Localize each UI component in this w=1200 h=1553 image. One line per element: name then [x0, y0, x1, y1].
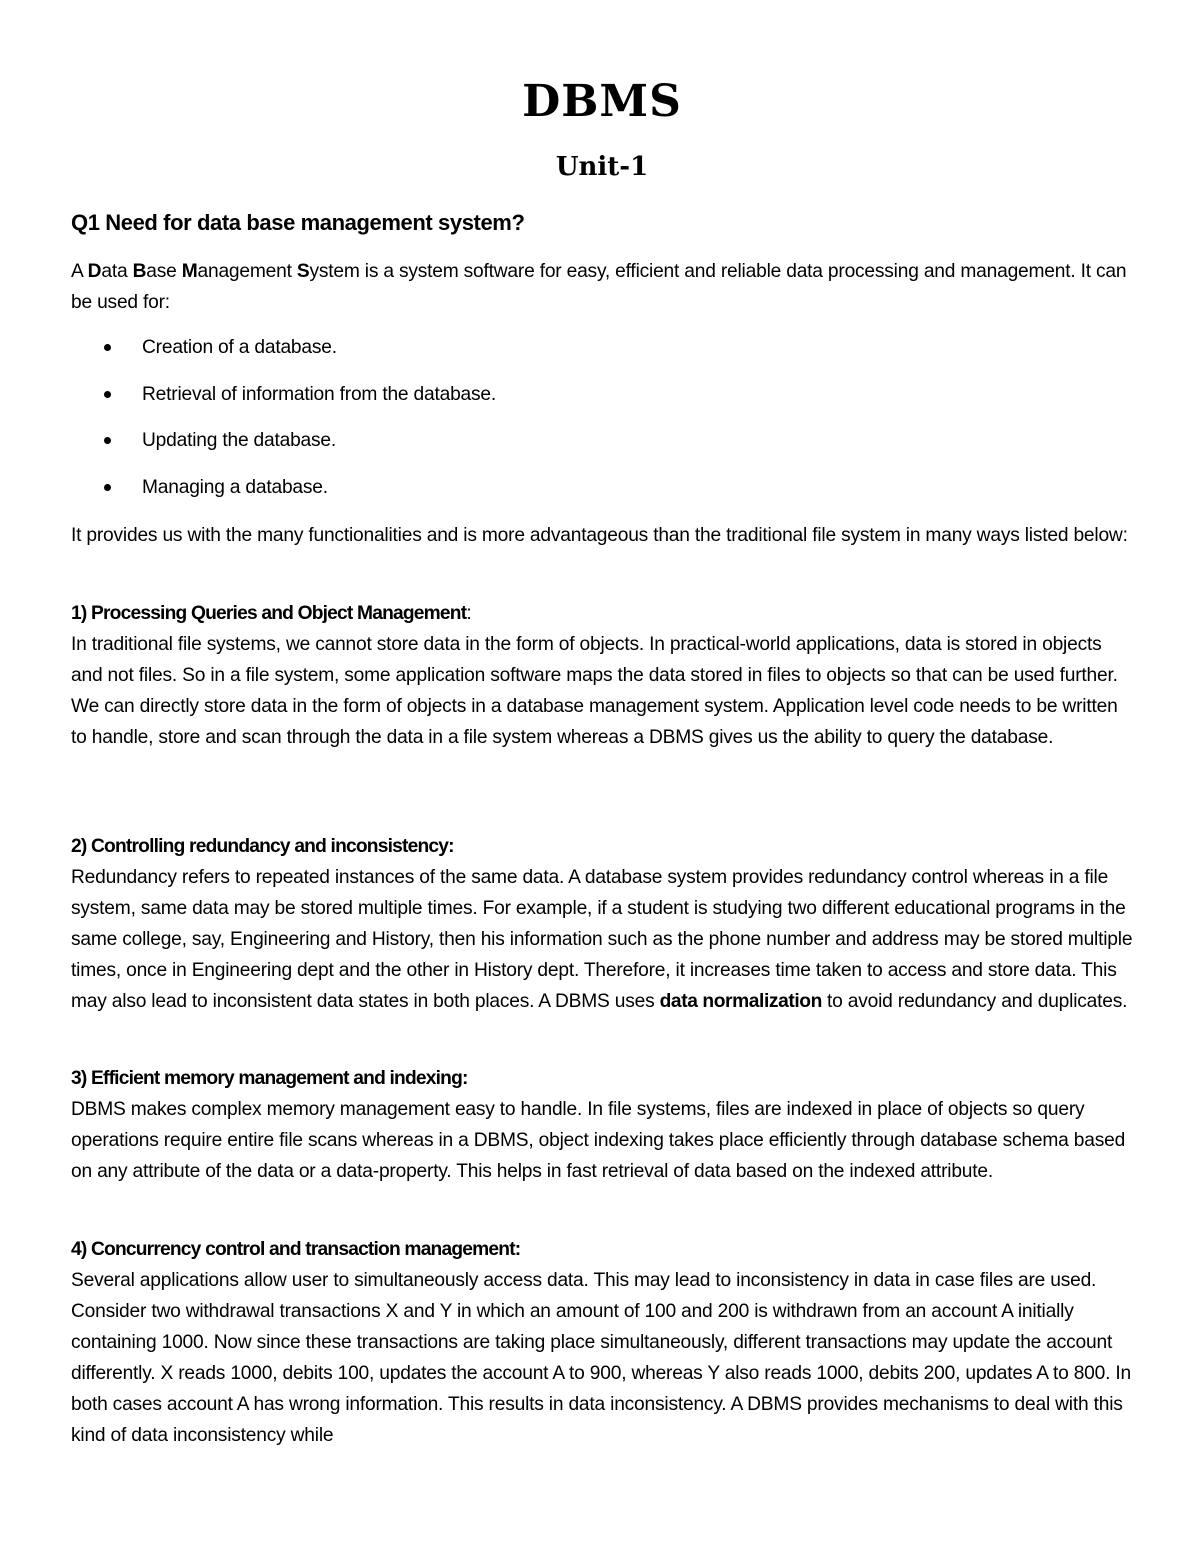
intro-text: A	[71, 261, 88, 282]
section-heading-suffix: :	[466, 603, 471, 624]
section-heading: 2) Controlling redundancy and inconsistency:	[71, 836, 454, 857]
list-item	[71, 332, 1133, 379]
advantages-intro: It provides us with the many functionalities and is more advantageous than the traditional file system in many ways listed below:	[71, 525, 1128, 546]
list-item	[71, 472, 1133, 519]
intro-text: anagement	[197, 261, 297, 282]
section-heading: 3) Efficient memory management and indexing:	[71, 1068, 468, 1089]
document-subtitle: Unit-1	[555, 152, 649, 182]
list-item	[71, 379, 1133, 426]
section-paragraph-text: to avoid redundancy and duplicates.	[821, 991, 1128, 1012]
uses-list	[71, 332, 1133, 518]
intro-text: ystem is a system software for easy, efficient and reliable data processing and management. It can be used for:	[71, 261, 1127, 313]
bullet-icon	[104, 344, 111, 351]
question-heading: Q1 Need for data base management system?	[71, 210, 525, 235]
document-title: DBMS	[522, 76, 682, 127]
section-paragraph-text: Redundancy refers to repeated instances of the same data. A database system provides redundancy control whereas in a file system, same data may be stored multiple times. For example, if a student is studying two different educational programs in the same college, say, Engineering and History, then his information such as the phone number and address may be stored multiple times, once in Engineering dept and the other in History dept. Therefore, it increases time taken to access and store data. This may also lead to inconsistent data states in both places. A DBMS uses	[71, 867, 1133, 1012]
section-paragraph: Several applications allow user to simultaneously access data. This may lead to inconsistency in data in case files are used. Consider two withdrawal transactions X and Y in which an amount of 100 and 200 is withdrawn from an account A initially containing 1000. Now since these transactions are taking place simultaneously, different transactions may update the account differently. X reads 1000, debits 100, updates the account A to 900, whereas Y also reads 1000, debits 200, updates A to 800. In both cases account A has wrong information. This results in data inconsistency. A DBMS provides mechanisms to deal with this kind of data inconsistency while	[71, 1270, 1131, 1446]
bold-term: data normalization	[659, 991, 822, 1012]
intro-text: M	[181, 261, 198, 282]
list-item-text: Retrieval of information from the database.	[142, 383, 497, 405]
section-redundancy	[71, 831, 1133, 1017]
section-heading: 4) Concurrency control and transaction management:	[71, 1239, 521, 1260]
section-paragraph: DBMS makes complex memory management easy to handle. In file systems, files are indexed in place of objects so query operations require entire file scans whereas in a DBMS, object indexing takes place efficiently through database schema based on any attribute of the data or a data-property. This helps in fast retrieval of data based on the indexed attribute.	[71, 1099, 1126, 1182]
section-heading-text: 1) Processing Queries and Object Management	[71, 603, 467, 624]
section-processing-queries	[71, 598, 1133, 753]
section-memory-management	[71, 1063, 1133, 1187]
list-item-text: Updating the database.	[142, 430, 337, 451]
intro-text: D	[87, 261, 102, 282]
bullet-icon	[104, 437, 111, 444]
bullet-icon	[104, 484, 111, 491]
section-paragraph: We can directly store data in the form of objects in a database management system. Application level code needs to be written to handle, store and scan through the data in a file system whereas a DBMS gives us the ability to query the database.	[71, 696, 1118, 748]
bullet-icon	[104, 391, 111, 398]
list-item-text: Creation of a database.	[142, 337, 337, 358]
section-paragraph	[71, 862, 1133, 1017]
intro-text: S	[296, 261, 310, 282]
list-item-text: Managing a database.	[142, 476, 328, 498]
list-item	[71, 425, 1133, 472]
intro-paragraph	[71, 256, 1133, 318]
intro-text: ase	[146, 261, 182, 282]
section-heading	[71, 598, 1133, 629]
section-paragraph: In traditional file systems, we cannot store data in the form of objects. In practical-world applications, data is stored in objects and not files. So in a file system, some application software maps the data stored in files to objects so that can be used further.	[71, 634, 1118, 686]
section-concurrency	[71, 1234, 1133, 1451]
intro-text: ata	[101, 261, 133, 282]
intro-text: B	[132, 261, 147, 282]
